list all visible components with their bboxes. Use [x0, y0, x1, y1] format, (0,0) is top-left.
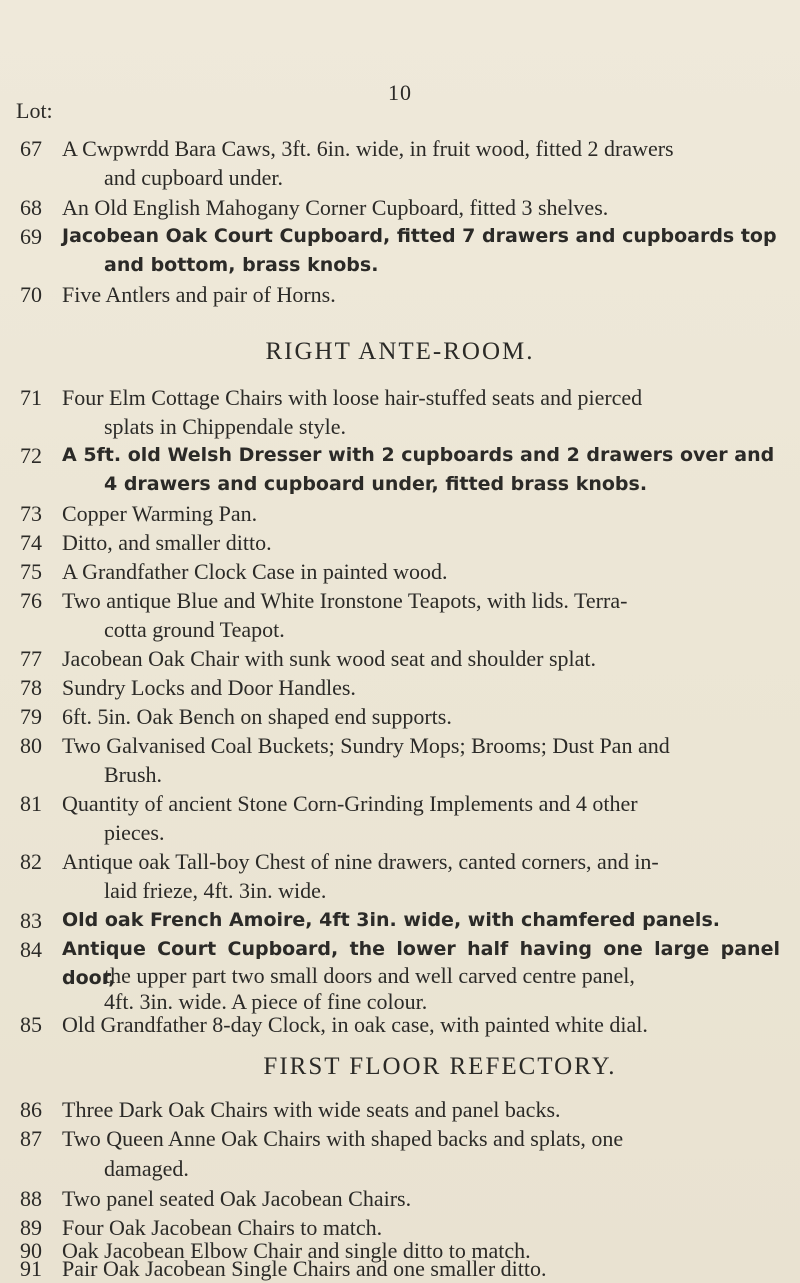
- section-heading-first-floor-refectory: FIRST FLOOR REFECTORY.: [263, 1053, 617, 1080]
- lot-description-line: Four Oak Jacobean Chairs to match.: [62, 1215, 383, 1240]
- lot-number: 77: [20, 646, 42, 671]
- lot-description-line: Two Queen Anne Oak Chairs with shaped backs and splats, one: [62, 1126, 624, 1151]
- lot-description-line: Jacobean Oak Court Cupboard, fitted 7 drawers and cupboards top: [62, 225, 777, 247]
- lot-description-line: splats in Chippendale style.: [104, 414, 346, 439]
- lot-description-line: Antique oak Tall-boy Chest of nine drawers, canted corners, and in-: [62, 849, 659, 874]
- lot-number: 74: [20, 530, 42, 555]
- lot-number: 90: [20, 1238, 42, 1263]
- lot-description-line: Jacobean Oak Chair with sunk wood seat and shoulder splat.: [62, 646, 596, 671]
- lot-number: 79: [20, 704, 42, 729]
- lot-number: 85: [20, 1012, 42, 1037]
- lot-number: 91: [20, 1256, 42, 1281]
- lot-number: 78: [20, 675, 42, 700]
- section-heading-right-ante-room: RIGHT ANTE-ROOM.: [265, 338, 535, 365]
- lot-description-line: damaged.: [104, 1156, 189, 1181]
- lot-number: 84: [20, 937, 42, 962]
- lot-description-line: A Grandfather Clock Case in painted wood.: [62, 559, 448, 584]
- lot-number: 67: [20, 136, 42, 161]
- lot-description-line: Two antique Blue and White Ironstone Teapots, with lids. Terra-: [62, 588, 628, 613]
- lot-description-line: Pair Oak Jacobean Single Chairs and one smaller ditto.: [62, 1256, 547, 1281]
- lot-column-label: Lot:: [16, 98, 53, 123]
- lot-description-line: Oak Jacobean Elbow Chair and single ditto to match.: [62, 1238, 531, 1263]
- lot-number: 81: [20, 791, 42, 816]
- lot-description-line: Quantity of ancient Stone Corn-Grinding Implements and 4 other: [62, 791, 638, 816]
- lot-description-line: cotta ground Teapot.: [104, 617, 285, 642]
- lot-description-line: Old oak French Amoire, 4ft 3in. wide, with chamfered panels.: [62, 909, 720, 931]
- lot-description-line: Four Elm Cottage Chairs with loose hair-stuffed seats and pierced: [62, 385, 643, 410]
- lot-number: 68: [20, 195, 42, 220]
- lot-description-line: Copper Warming Pan.: [62, 501, 258, 526]
- lot-description-line: pieces.: [104, 820, 165, 845]
- lot-number: 88: [20, 1186, 42, 1211]
- lot-description-line: Two Galvanised Coal Buckets; Sundry Mops; Brooms; Dust Pan and: [62, 733, 670, 758]
- lot-description-line: laid frieze, 4ft. 3in. wide.: [104, 878, 327, 903]
- lot-description-line: Two panel seated Oak Jacobean Chairs.: [62, 1186, 412, 1211]
- lot-number: 80: [20, 733, 42, 758]
- lot-description-line: and bottom, brass knobs.: [104, 254, 379, 276]
- lot-description-line: A 5ft. old Welsh Dresser with 2 cupboards and 2 drawers over and: [62, 444, 775, 466]
- lot-number: 71: [20, 385, 42, 410]
- lot-description-line: An Old English Mahogany Corner Cupboard, fitted 3 shelves.: [62, 195, 609, 220]
- lot-number: 83: [20, 908, 42, 933]
- lot-description-line: Old Grandfather 8-day Clock, in oak case, with painted white dial.: [62, 1012, 648, 1037]
- lot-number: 69: [20, 224, 42, 249]
- lot-description-line: Brush.: [104, 762, 163, 787]
- lot-number: 76: [20, 588, 42, 613]
- lot-description-line: Three Dark Oak Chairs with wide seats and panel backs.: [62, 1097, 561, 1122]
- lot-number: 72: [20, 443, 42, 468]
- lot-description-line: the upper part two small doors and well carved centre panel,: [104, 963, 635, 988]
- lot-description-line: 4 drawers and cupboard under, fitted brass knobs.: [104, 473, 648, 495]
- lot-description-line: Sundry Locks and Door Handles.: [62, 675, 356, 700]
- lot-number: 86: [20, 1097, 42, 1122]
- lot-description-line: Ditto, and smaller ditto.: [62, 530, 272, 555]
- lot-description-line: Five Antlers and pair of Horns.: [62, 282, 336, 307]
- lot-description-line: 6ft. 5in. Oak Bench on shaped end supports.: [62, 704, 452, 729]
- lot-description-line: Antique Court Cupboard, the lower half having one large panel door,: [62, 938, 780, 989]
- lot-description-line: and cupboard under.: [104, 165, 283, 190]
- lot-number: 87: [20, 1126, 42, 1151]
- lot-description-line: A Cwpwrdd Bara Caws, 3ft. 6in. wide, in fruit wood, fitted 2 drawers: [62, 136, 674, 161]
- lot-description-line: 4ft. 3in. wide. A piece of fine colour.: [104, 989, 428, 1014]
- lot-number: 73: [20, 501, 42, 526]
- lot-number: 75: [20, 559, 42, 584]
- lot-number: 89: [20, 1215, 42, 1240]
- lot-number: 82: [20, 849, 42, 874]
- page-number: 10: [388, 80, 412, 105]
- lot-number: 70: [20, 282, 42, 307]
